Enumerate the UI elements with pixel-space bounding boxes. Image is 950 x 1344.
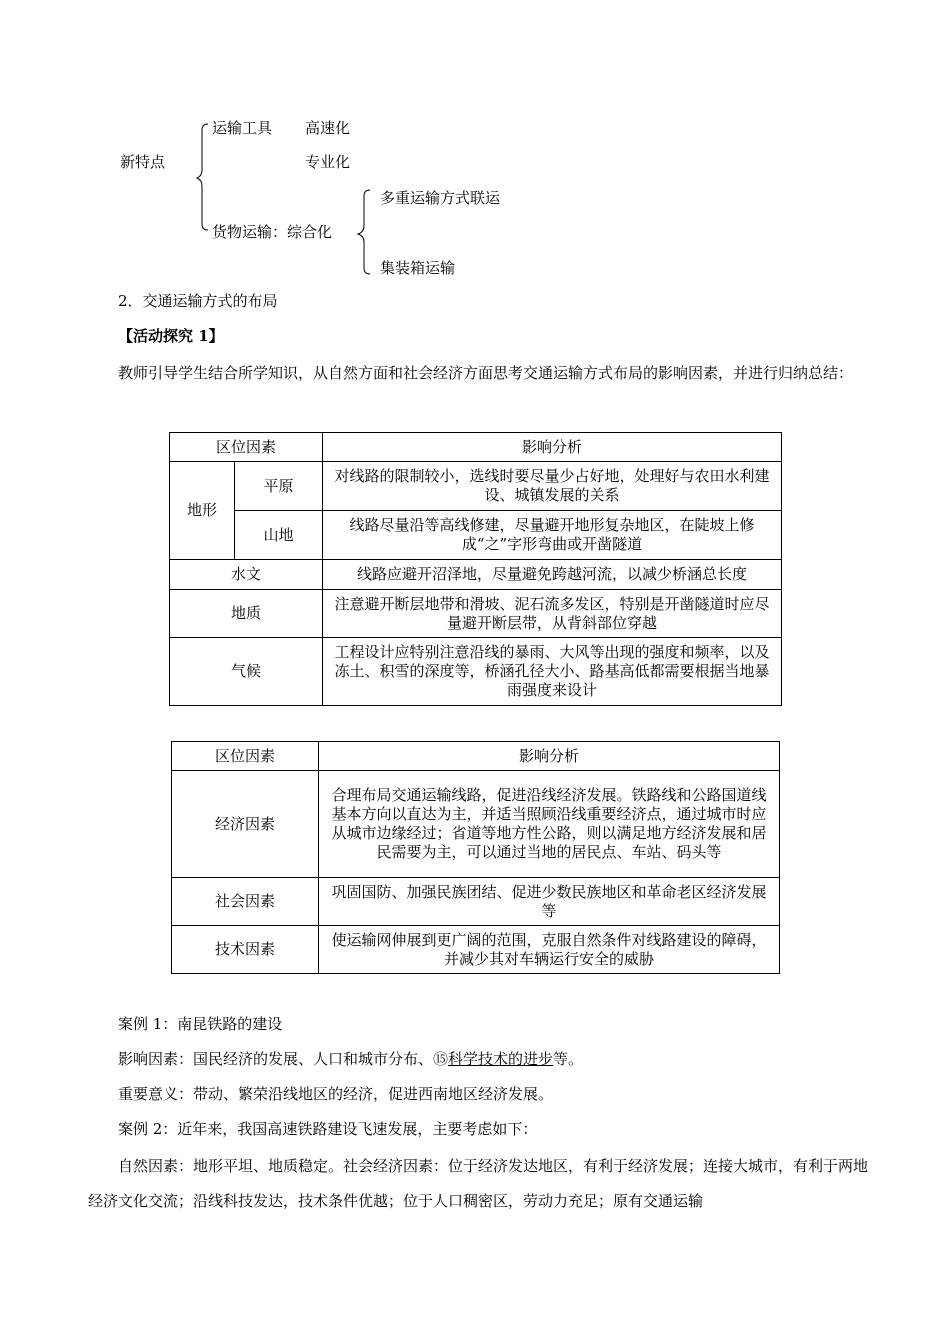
analysis-cell: 线路尽量沿等高线修建，尽量避开地形复杂地区，在陡坡上修成“之”字形弯曲或开凿隧道 bbox=[323, 511, 782, 560]
analysis-cell: 使运输网伸展到更广阔的范围，克服自然条件对线路建设的障碍，并减少其对车辆运行安全的威胁 bbox=[319, 926, 780, 974]
case2-title: 案例 2：近年来，我国高速铁路建设飞速发展，主要考虑如下： bbox=[118, 1120, 538, 1138]
section-heading: 2．交通运输方式的布局 bbox=[118, 292, 278, 310]
analysis-cell: 线路应避开沼泽地，尽量避免跨越河流，以减少桥涵总长度 bbox=[323, 560, 782, 590]
table-row bbox=[172, 878, 780, 926]
header-analysis: 影响分析 bbox=[319, 742, 780, 771]
outer-brace bbox=[196, 118, 212, 238]
analysis-cell: 对线路的限制较小，选线时要尽量少占好地，处理好与农田水利建设、城镇发展的关系 bbox=[323, 462, 782, 511]
case1-factors bbox=[118, 1048, 583, 1069]
table-row bbox=[170, 560, 782, 590]
analysis-cell: 工程设计应特别注意沿线的暴雨、大风等出现的强度和频率，以及冻土、积雪的深度等，桥涵孔径大小、路基高低都需要根据当地暴雨强度来设计 bbox=[323, 638, 782, 706]
header-analysis: 影响分析 bbox=[323, 433, 782, 462]
cargo-item: 多重运输方式联运 bbox=[380, 189, 501, 207]
analysis-cell: 巩固国防、加强民族团结、促进少数民族地区和革命老区经济发展等 bbox=[319, 878, 780, 926]
natural-factors-table bbox=[169, 432, 782, 706]
intro-paragraph: 教师引导学生结合所学知识，从自然方面和社会经济方面思考交通运输方式布局的影响因素，并进行归纳总结： bbox=[118, 364, 854, 382]
terrain-cell: 地形 bbox=[170, 462, 235, 560]
analysis-cell: 注意避开断层地带和滑坡、泥石流多发区，特别是开凿隧道时应尽量避开断层带，从背斜部位穿越 bbox=[323, 590, 782, 638]
factor-cell: 地质 bbox=[170, 590, 323, 638]
table-header-row bbox=[172, 742, 780, 771]
factor-cell: 平原 bbox=[235, 462, 323, 511]
inner-brace bbox=[356, 186, 372, 278]
activity-heading: 【活动探究 1】 bbox=[118, 327, 224, 345]
header-factor: 区位因素 bbox=[172, 742, 319, 771]
table-row bbox=[172, 926, 780, 974]
factor-cell: 社会因素 bbox=[172, 878, 319, 926]
case2-body: 自然因素：地形平坦、地质稳定。社会经济因素：位于经济发达地区，有利于经济发展；连接大城市，有利于两地经济文化交流；沿线科技发达，技术条件优越；位于人口稠密区，劳动力充足；原有交通运输 bbox=[88, 1157, 869, 1210]
case1-significance: 重要意义：带动、繁荣沿线地区的经济，促进西南地区经济发展。 bbox=[118, 1085, 554, 1103]
fill-in-answer: 科学技术的进步 bbox=[448, 1050, 554, 1068]
tools-item: 专业化 bbox=[305, 153, 351, 171]
factor-cell: 气候 bbox=[170, 638, 323, 706]
case1-factors-suffix: 等。 bbox=[553, 1050, 584, 1068]
socioeconomic-factors-table bbox=[171, 741, 780, 974]
factor-cell: 技术因素 bbox=[172, 926, 319, 974]
blank-marker: ⑮ bbox=[433, 1050, 449, 1068]
case1-title: 案例 1：南昆铁路的建设 bbox=[118, 1015, 283, 1033]
factor-cell: 山地 bbox=[235, 511, 323, 560]
factor-cell: 经济因素 bbox=[172, 771, 319, 878]
table-header-row bbox=[170, 433, 782, 462]
table-row bbox=[170, 462, 782, 511]
cargo-item: 集装箱运输 bbox=[380, 259, 456, 277]
header-factor: 区位因素 bbox=[170, 433, 323, 462]
table-row bbox=[170, 590, 782, 638]
tools-label: 运输工具 bbox=[212, 119, 273, 137]
factor-cell: 水文 bbox=[170, 560, 323, 590]
table-row bbox=[172, 771, 780, 878]
tools-item: 高速化 bbox=[305, 119, 351, 137]
diagram-root: 新特点 bbox=[120, 153, 166, 171]
cargo-label: 货物运输：综合化 bbox=[212, 223, 333, 241]
analysis-cell: 合理布局交通运输线路，促进沿线经济发展。铁路线和公路国道线基本方向以直达为主，并适当照顾沿线重要经济点，通过城市时应从城市边缘经过；省道等地方性公路，则以满足地方经济发展和居民需要为主，可以通过当地的居民点、车站、码头等 bbox=[319, 771, 780, 878]
case1-factors-prefix: 影响因素：国民经济的发展、人口和城市分布、 bbox=[118, 1050, 434, 1068]
table-row bbox=[170, 511, 782, 560]
table-row bbox=[170, 638, 782, 706]
